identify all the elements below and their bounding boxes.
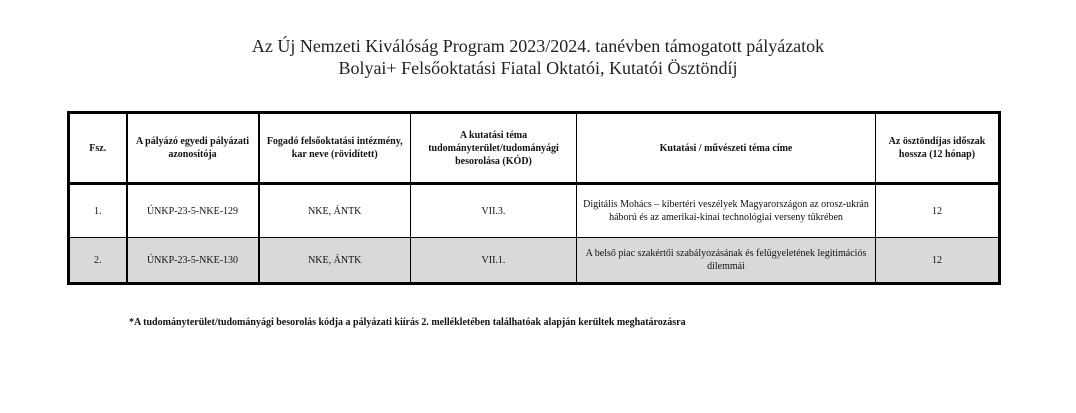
cell-topic-title: A belső piac szakértői szabályozásának és felügyeletének legitimációs dilemmái [577, 238, 876, 284]
document-title [0, 35, 1076, 79]
cell-applicant-id: ÚNKP-23-5-NKE-129 [127, 184, 259, 238]
cell-classification-code: VII.3. [411, 184, 577, 238]
col-header-duration: Az ösztöndíjas időszak hossza (12 hónap) [876, 113, 1000, 184]
col-header-applicant-id: A pályázó egyedi pályázati azonosítója [127, 113, 259, 184]
table-header-row [69, 113, 1000, 184]
cell-duration: 12 [876, 184, 1000, 238]
cell-institution: NKE, ÁNTK [259, 238, 411, 284]
footnote: *A tudományterület/tudományági besorolás kódja a pályázati kiírás 2. mellékletében találhatóak alapján kerültek meghatározásra [129, 317, 686, 328]
cell-institution: NKE, ÁNTK [259, 184, 411, 238]
cell-applicant-id: ÚNKP-23-5-NKE-130 [127, 238, 259, 284]
table-row [69, 184, 1000, 238]
title-line-2: Bolyai+ Felsőoktatási Fiatal Oktatói, Kutatói Ösztöndíj [338, 58, 738, 78]
col-header-classification-code: A kutatási téma tudományterület/tudományági besorolása (KÓD) [411, 113, 577, 184]
cell-number: 2. [69, 238, 127, 284]
title-line-1: Az Új Nemzeti Kiválóság Program 2023/2024. tanévben támogatott pályázatok [251, 36, 825, 56]
cell-topic-title: Digitális Mohács – kibertéri veszélyek Magyarországon az orosz-ukrán háború és az amerikai-kínai technológiai verseny tükrében [577, 184, 876, 238]
col-header-institution: Fogadó felsőoktatási intézmény, kar neve (rövidített) [259, 113, 411, 184]
table-row [69, 238, 1000, 284]
cell-duration: 12 [876, 238, 1000, 284]
cell-number: 1. [69, 184, 127, 238]
cell-classification-code: VII.1. [411, 238, 577, 284]
col-header-number: Fsz. [69, 113, 127, 184]
col-header-topic-title: Kutatási / művészeti téma címe [577, 113, 876, 184]
grants-table [67, 111, 1001, 285]
